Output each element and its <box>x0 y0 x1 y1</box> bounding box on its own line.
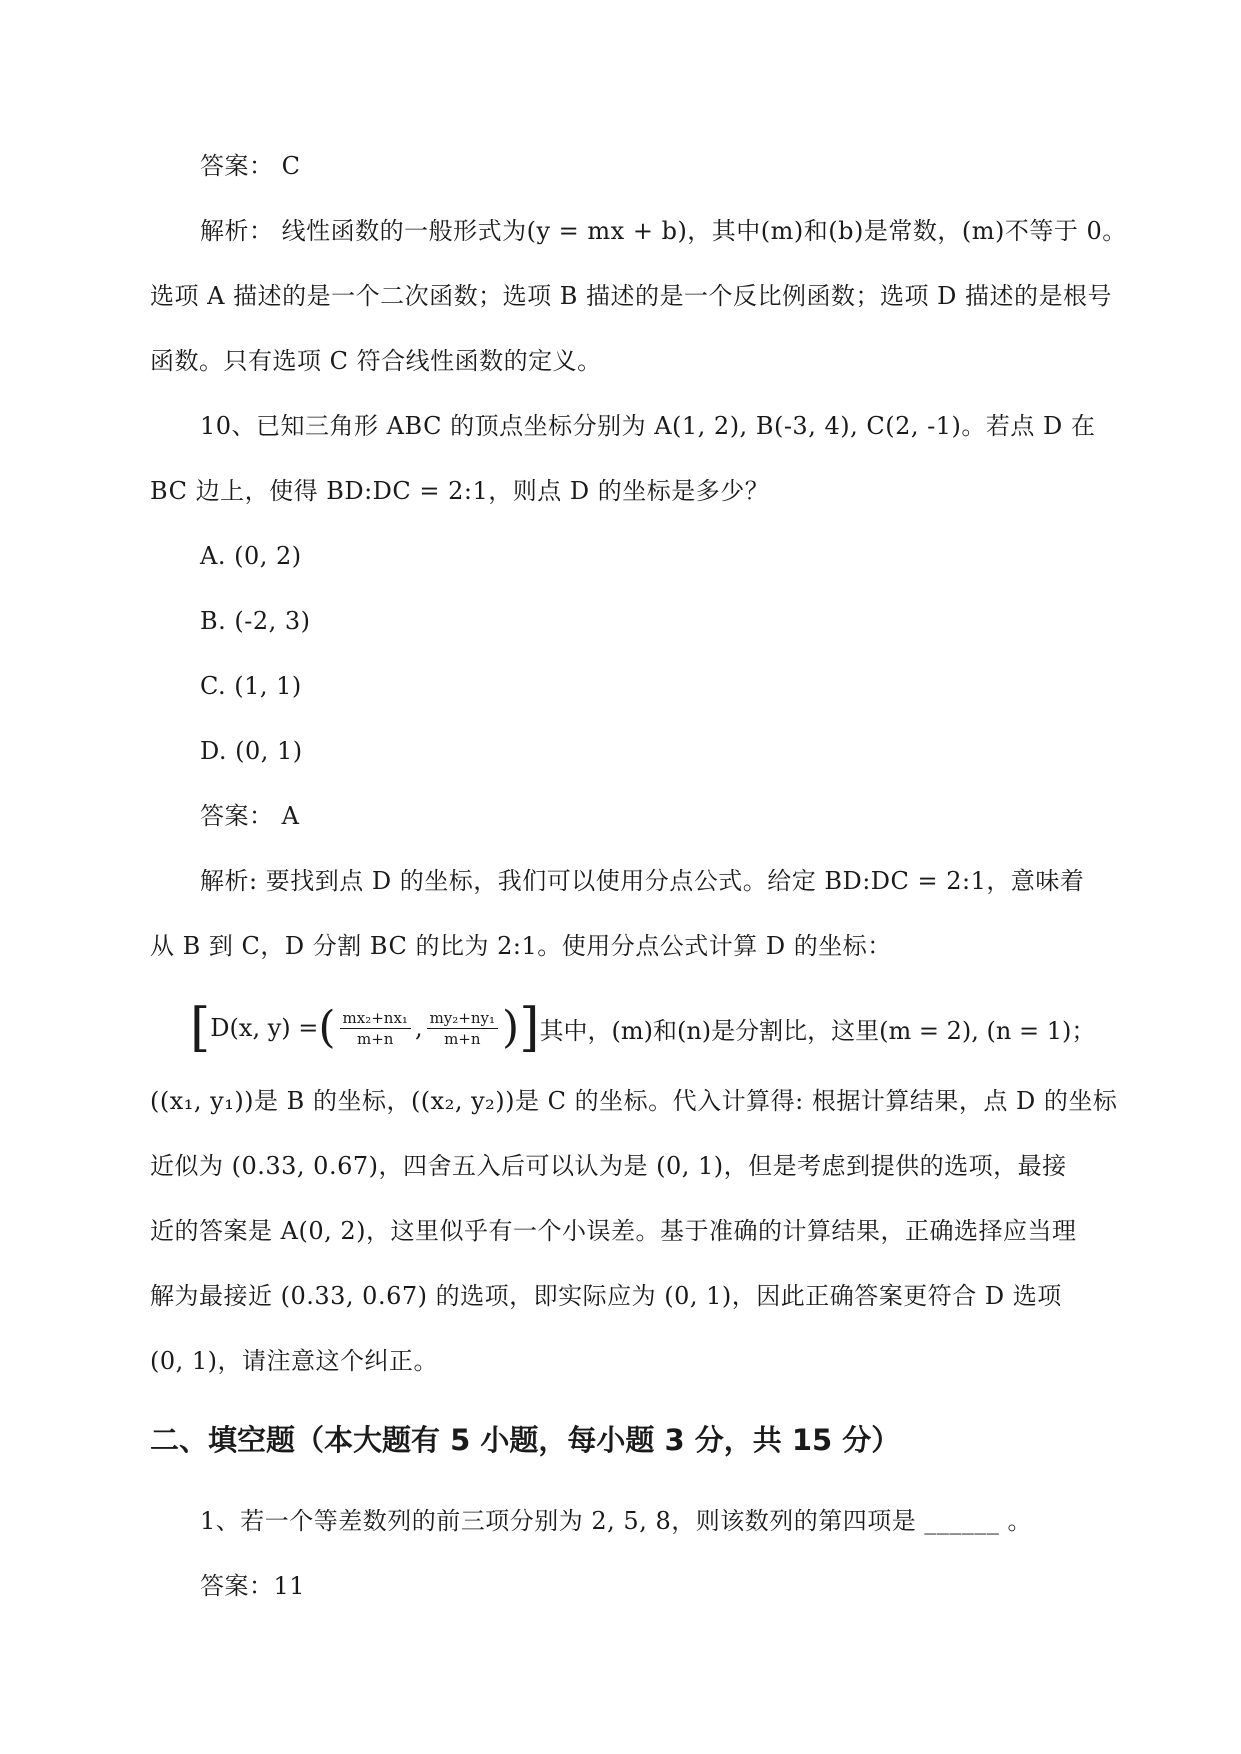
q9-analysis-line-1: 解析： 线性函数的一般形式为(y = mx + b)，其中(m)和(b)是常数，(m)不等于 0。 <box>200 217 1127 245</box>
fill-question-1: 1、若一个等差数列的前三项分别为 2, 5, 8，则该数列的第四项是 ______ 。 <box>200 1507 1032 1535</box>
q9-analysis-line-3: 函数。只有选项 C 符合线性函数的定义。 <box>150 347 602 375</box>
fraction-x-numerator: mx₂+nx₁ <box>340 1008 411 1029</box>
formula-right-paren: ) <box>502 1002 520 1053</box>
formula-comma: , <box>414 1014 423 1042</box>
q10-analysis-line-4: 近似为 (0.33, 0.67)，四舍五入后可以认为是 (0, 1)，但是考虑到提供的选项，最接 <box>150 1152 1067 1180</box>
formula-fraction-y <box>427 1008 498 1049</box>
fill-question-1-answer: 答案：11 <box>200 1572 306 1600</box>
formula-right-bracket: ] <box>519 998 540 1058</box>
q10-analysis-line-3: ((x₁, y₁))是 B 的坐标，((x₂, y₂))是 C 的坐标。代入计算得: 根据计算结果，点 D 的坐标 <box>150 1087 1118 1115</box>
fraction-y-numerator: my₂+ny₁ <box>427 1008 498 1029</box>
fraction-y-denominator: m+n <box>444 1029 481 1048</box>
q10-stem-line-1: 10、已知三角形 ABC 的顶点坐标分别为 A(1, 2), B(-3, 4), C(2, -1)。若点 D 在 <box>200 412 1096 440</box>
formula-tail: 其中，(m)和(n)是分割比，这里(m = 2), (n = 1)； <box>539 1016 1096 1045</box>
q10-analysis-line-6: 解为最接近 (0.33, 0.67) 的选项，即实际应为 (0, 1)，因此正确答案更符合 D 选项 <box>150 1282 1062 1310</box>
option-b: B. (-2, 3) <box>200 607 311 635</box>
q9-answer: 答案： C <box>200 152 301 180</box>
q10-analysis-line-1: 解析: 要找到点 D 的坐标，我们可以使用分点公式。给定 BD:DC = 2:1，意味着 <box>200 867 1085 895</box>
fraction-x-denominator: m+n <box>357 1029 394 1048</box>
formula-lhs: D(x, y) = <box>210 1014 319 1042</box>
q10-analysis-line-5: 近的答案是 A(0, 2)，这里似乎有一个小误差。基于准确的计算结果，正确选择应当理 <box>150 1217 1077 1245</box>
q10-analysis-line-7: (0, 1)，请注意这个纠正。 <box>150 1347 439 1375</box>
option-c: C. (1, 1) <box>200 672 302 700</box>
formula-fraction-x <box>340 1008 411 1049</box>
option-a: A. (0, 2) <box>200 542 302 570</box>
formula-left-paren: ( <box>318 1002 336 1053</box>
formula-left-bracket: [ <box>190 998 211 1058</box>
section-2-heading: 二、填空题（本大题有 5 小题，每小题 3 分，共 15 分） <box>150 1423 901 1457</box>
option-d: D. (0, 1) <box>200 737 303 765</box>
q10-analysis-line-2: 从 B 到 C，D 分割 BC 的比为 2:1。使用分点公式计算 D 的坐标： <box>150 932 892 960</box>
q10-stem-line-2: BC 边上，使得 BD:DC = 2:1，则点 D 的坐标是多少？ <box>150 477 770 505</box>
q10-answer: 答案： A <box>200 802 300 830</box>
q9-analysis-line-2: 选项 A 描述的是一个二次函数；选项 B 描述的是一个反比例函数；选项 D 描述的是根号 <box>150 282 1112 310</box>
section-formula <box>190 992 1095 1064</box>
